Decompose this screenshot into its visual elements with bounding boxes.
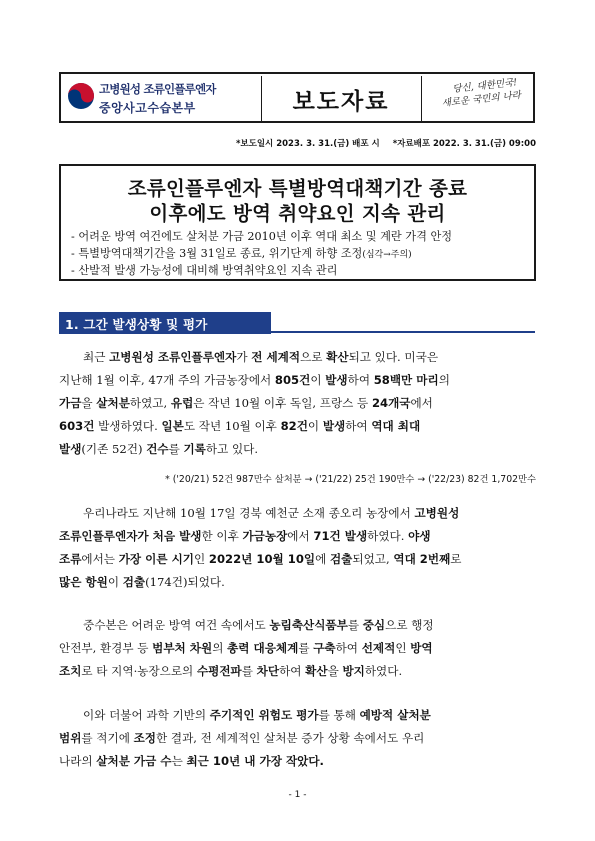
text-run: 에서 (410, 396, 433, 410)
text-run: 가금 (59, 396, 82, 410)
text-run: 차단 (256, 664, 280, 678)
text-run: 의 (212, 641, 228, 655)
text-run: 하여 (345, 419, 372, 433)
slogan-line1: 당신, 대한민국! (451, 77, 518, 95)
text-run: 검출 (122, 575, 146, 589)
text-run: 를 통해 (318, 708, 360, 722)
text-run: 한 결과, 전 세계적인 살처분 증가 상황 속에서도 우리 (155, 731, 425, 745)
text-run: 안전부, 환경부 등 (59, 641, 153, 655)
summary-bullet: - 산발적 발생 가능성에 대비해 방역취약요인 지속 관리 (71, 264, 338, 277)
text-run: 발생 (59, 442, 82, 456)
headline-line1: 조류인플루엔자 특별방역대책기간 종료 (127, 177, 468, 200)
text-run: 에서 (287, 529, 314, 543)
text-run: 이 (107, 575, 123, 589)
text-run: 최근 (83, 350, 110, 364)
text-run: 71건 발생 (313, 529, 368, 543)
text-run: 도 작년 10월 이후 (183, 419, 281, 433)
text-line (59, 660, 539, 683)
distribution-date: *자료배포 2022. 3. 31.(금) 09:00 (392, 139, 536, 149)
text-run: (기존 52건) (81, 442, 147, 456)
text-run: 의 (438, 373, 450, 387)
text-run: 가장 이른 시기 (118, 552, 194, 566)
org-name-line2: 중앙사고수습본부 (99, 101, 196, 115)
text-run: 역대 최대 (371, 419, 421, 433)
text-line (59, 571, 539, 594)
text-line (59, 502, 539, 525)
section-heading: 1. 그간 발생상황 및 평가 (65, 317, 208, 332)
text-run: 에 (315, 552, 330, 566)
text-run: 구축 (313, 641, 336, 655)
text-run: 이와 더불어 과학 기반의 (83, 708, 210, 722)
text-run: 야생 (408, 529, 431, 543)
header-divider (421, 76, 422, 121)
text-run: 인 (395, 641, 411, 655)
text-run: 기록 (183, 442, 206, 456)
text-line (59, 704, 539, 727)
text-line (59, 727, 539, 750)
text-run: 58백만 마리 (373, 373, 439, 387)
text-run: 하였다. (367, 529, 409, 543)
text-line (59, 637, 539, 660)
summary-bullet-text: - 특별방역대책기간을 3월 31일로 종료, 위기단계 하향 조정 (71, 247, 363, 260)
text-run: 확산 (326, 350, 349, 364)
text-run: 를 (298, 641, 314, 655)
headline-box (59, 164, 536, 281)
text-run: 를 적기에 (81, 731, 134, 745)
text-run: 검출 (329, 552, 353, 566)
text-run: 확산 (305, 664, 328, 678)
text-run: 많은 항원 (59, 575, 108, 589)
text-run: 으로 (300, 350, 327, 364)
text-run: 하여 (347, 373, 374, 387)
text-line (59, 525, 539, 548)
text-run: 를 (241, 664, 257, 678)
text-run: 살처분 (96, 396, 130, 410)
text-run: 살처분 가금 수 (96, 754, 172, 768)
text-run: 되었고, (352, 552, 394, 566)
text-run: 으로 행정 (385, 618, 434, 632)
text-run: 가금농장 (242, 529, 288, 543)
section-heading-bar (59, 312, 535, 334)
text-run: 나라의 (59, 754, 97, 768)
text-run: 발생 (322, 419, 346, 433)
summary-bullet-note: (심각→주의) (362, 250, 412, 260)
text-run: 범부처 차원 (152, 641, 213, 655)
text-run: 은 작년 10월 이후 독일, 프랑스 등 (193, 396, 372, 410)
text-run: 우리나라도 지난해 10월 17일 경북 예천군 소재 종오리 농장에서 (83, 506, 415, 520)
text-run: 로 타 지역·농장으로의 (81, 664, 197, 678)
text-run: 하여 (335, 641, 362, 655)
text-line (59, 548, 539, 571)
text-run: 일본 (161, 419, 184, 433)
press-release-label: 보도자료 (292, 89, 390, 115)
text-run: 예방적 살처분 (359, 708, 431, 722)
embargo-date: *보도일시 2023. 3. 31.(금) 배포 시 (235, 139, 380, 149)
text-run: 을 (81, 396, 97, 410)
text-run: 805건 (274, 373, 311, 387)
text-run: 유럽 (170, 396, 194, 410)
paragraph-domestic-situation (59, 502, 539, 594)
text-run: 지난해 1월 이후, 47개 주의 가금농장에서 (59, 373, 275, 387)
text-run: 가 (236, 350, 252, 364)
text-line (59, 614, 539, 637)
text-run: 82건 (280, 419, 308, 433)
summary-bullet: - 어려운 방역 여건에도 살처분 가금 2010년 이후 역대 최소 및 계란 가격 안정 (71, 230, 453, 243)
paragraph-risk-assessment (59, 704, 539, 773)
text-run: 하여 (279, 664, 306, 678)
text-run: 되고 있다. 미국은 (348, 350, 439, 364)
text-run: 역대 2번째 (393, 552, 451, 566)
text-run: 하였고, (129, 396, 171, 410)
paragraph-response (59, 614, 539, 683)
text-run: 인 (193, 552, 209, 566)
text-run: 건수 (146, 442, 169, 456)
release-dates (60, 137, 536, 149)
text-run: 조정 (133, 731, 156, 745)
text-run: 603건 (59, 419, 95, 433)
slogan-line2: 새로운 국민의 나라 (441, 89, 522, 110)
text-line (59, 346, 539, 369)
text-run: (174건)되었다. (145, 575, 225, 589)
text-run: 최근 10년 내 가장 작았다. (186, 754, 324, 768)
text-run: 선제적 (361, 641, 396, 655)
text-run: 을 (327, 664, 343, 678)
text-run: 농림축산식품부 (269, 618, 348, 632)
text-run: 하였다. (364, 664, 403, 678)
text-run: 고병원성 조류인플루엔자 (109, 350, 237, 364)
text-run: 발생 (325, 373, 348, 387)
text-run: 한 이후 (201, 529, 243, 543)
government-slogan (430, 75, 532, 111)
text-run: 수평전파 (196, 664, 242, 678)
text-run: 발생하였다. (94, 419, 162, 433)
text-run: 총력 대응체계 (227, 641, 299, 655)
text-run: 이 (310, 373, 326, 387)
text-line (59, 415, 539, 438)
footnote-statistics: * ('20/21) 52건 987만수 살처분 → ('21/22) 25건 190만수 → ('22/23) 82건 1,702만수 (165, 474, 536, 485)
page-number: - 1 - (288, 790, 307, 800)
text-run: 조치 (59, 664, 82, 678)
text-run: 로 (450, 552, 462, 566)
press-header (59, 72, 535, 123)
text-line (59, 438, 539, 461)
headline-line2: 이후에도 방역 취약요인 지속 관리 (149, 202, 446, 225)
taegeuk-logo-icon (67, 82, 95, 110)
text-run: 조류 (59, 552, 82, 566)
text-run: 2022년 10월 10일 (208, 552, 316, 566)
text-run: 는 (171, 754, 187, 768)
text-run: 전 세계적 (251, 350, 301, 364)
paragraph-global-situation (59, 346, 539, 461)
text-line (59, 750, 539, 773)
text-run: 주기적인 위험도 평가 (209, 708, 319, 722)
org-name-line1: 고병원성 조류인플루엔자 (99, 82, 216, 96)
text-run: 에서는 (81, 552, 119, 566)
text-run: 하고 있다. (205, 442, 259, 456)
text-run: 방지 (342, 664, 365, 678)
summary-bullet (71, 245, 412, 261)
text-run: 24개국 (371, 396, 411, 410)
text-run: 처음 발생 (152, 529, 202, 543)
text-line (59, 392, 539, 415)
text-run: 범위 (59, 731, 82, 745)
text-run: 를 (168, 442, 184, 456)
text-run: 조류인플루엔자가 (59, 529, 153, 543)
text-run: 중심 (362, 618, 386, 632)
text-run: 방역 (410, 641, 433, 655)
section-rule (271, 331, 535, 333)
text-line (59, 369, 539, 392)
text-run: 중수본은 어려운 방역 여건 속에서도 (83, 618, 270, 632)
text-run: 이 (307, 419, 323, 433)
text-run: 를 (347, 618, 363, 632)
text-run: 고병원성 (414, 506, 460, 520)
section-heading-tab (59, 312, 271, 334)
